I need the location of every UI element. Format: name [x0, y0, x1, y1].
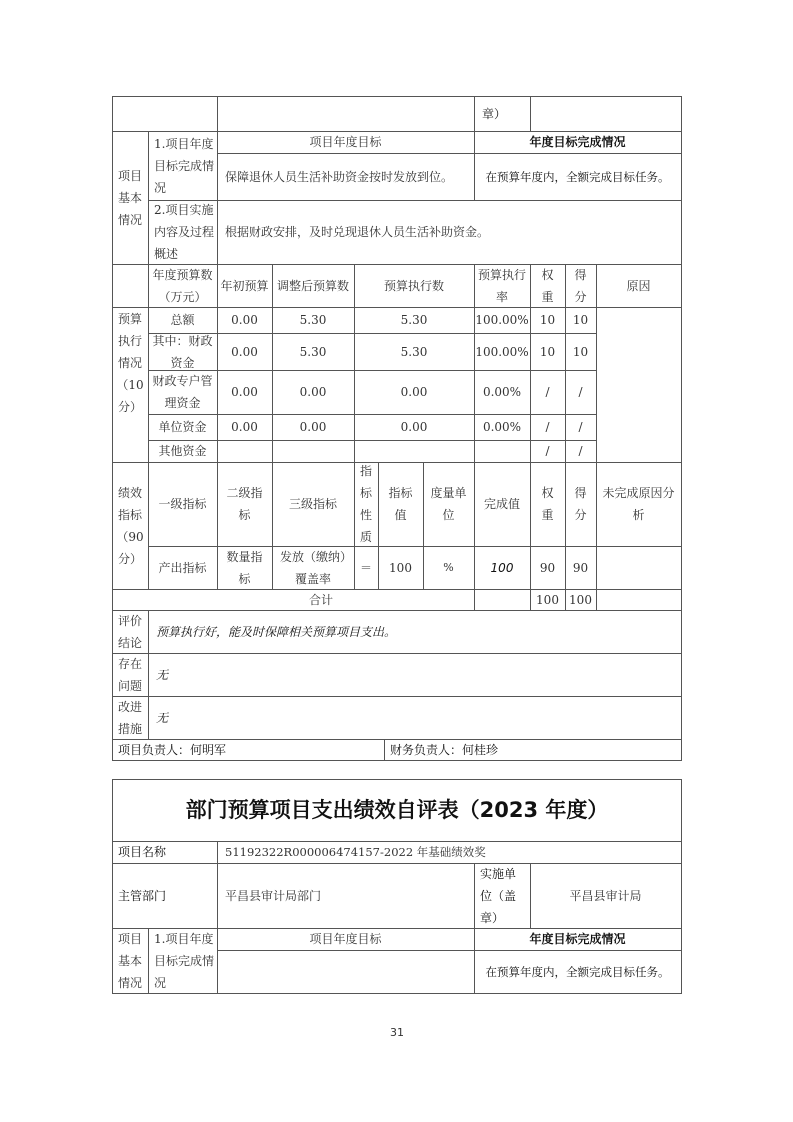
- budget-initial: 0.00: [231, 420, 258, 434]
- perf-header: 权重: [541, 486, 554, 522]
- budget-row-name: 单位资金: [158, 420, 207, 434]
- budget-executed: 5.30: [400, 313, 428, 327]
- project-name-label: 项目名称: [118, 845, 167, 859]
- budget-executed: [354, 440, 474, 462]
- perf-level2: 数量指标: [226, 549, 263, 586]
- budget-weight: 10: [539, 344, 556, 359]
- performance-section-label: 绩效指标（90分）: [116, 485, 144, 566]
- perf-header: 完成值: [483, 497, 520, 511]
- unit-value: 平昌县审计局: [569, 888, 642, 903]
- perf-level1: 产出指标: [158, 560, 207, 575]
- seal-fragment: 章）: [482, 106, 507, 121]
- perf-header: 二级指标: [226, 486, 263, 522]
- budget-adjusted: 5.30: [299, 313, 327, 327]
- budget-rate: 100.00%: [475, 344, 529, 359]
- budget-header: 调整后预算数: [276, 278, 349, 293]
- perf-level3: 发放（缴纳）覆盖率: [279, 549, 346, 586]
- unit-label: 实施单位（盖章）: [480, 866, 517, 925]
- perf-header: 度量单位: [430, 486, 467, 522]
- budget-header: 得分: [574, 267, 587, 304]
- perf-header: 未完成原因分析: [602, 486, 675, 522]
- improvements-text: 无: [156, 710, 169, 725]
- budget-score: /: [578, 444, 583, 458]
- goal-text: 保障退休人员生活补助资金按时发放到位。: [225, 169, 454, 184]
- completion-text: 在预算年度内，全额完成目标任务。: [485, 169, 670, 184]
- item1-label: 1.项目年度目标完成情况: [154, 136, 215, 195]
- problems-label: 存在问题: [117, 656, 142, 693]
- perf-header: 指标性质: [359, 464, 372, 544]
- page-number: 31: [390, 1026, 404, 1039]
- budget-weight: /: [545, 385, 550, 399]
- budget-adjusted: 0.00: [299, 420, 327, 434]
- budget-executed: 0.00: [400, 420, 428, 434]
- budget-score: 10: [572, 344, 589, 359]
- goal-header: 项目年度目标: [309, 135, 382, 149]
- budget-weight: 10: [539, 313, 556, 327]
- budget-initial: 0.00: [231, 385, 258, 399]
- basic-section-label: 项目基本情况: [117, 168, 142, 227]
- dept-value: 平昌县审计局部门: [225, 888, 322, 903]
- budget-rate: 0.00%: [482, 385, 522, 399]
- budget-executed: 5.30: [400, 344, 428, 359]
- completion-header: 年度目标完成情况: [529, 135, 626, 149]
- completion-text-2: 在预算年度内，全额完成目标任务。: [485, 964, 670, 979]
- perf-header: 得分: [574, 486, 587, 522]
- budget-score: /: [578, 420, 583, 434]
- finance-lead: 财务负责人：何桂珍: [390, 742, 499, 757]
- budget-adjusted: 5.30: [299, 344, 327, 359]
- budget-score: /: [578, 385, 583, 399]
- improvements-label: 改进措施: [117, 699, 142, 736]
- budget-rate: 0.00%: [482, 420, 522, 434]
- budget-executed: 0.00: [400, 385, 428, 399]
- evaluation-text: 预算执行好，能及时保障相关预算项目支出。: [156, 624, 397, 639]
- goal-header-2: 项目年度目标: [309, 932, 382, 946]
- budget-header: 年度预算数（万元）: [152, 267, 213, 304]
- item1-label-2: 1.项目年度目标完成情况: [154, 931, 215, 990]
- budget-initial: 0.00: [231, 344, 258, 359]
- budget-weight: /: [545, 444, 550, 458]
- budget-header: 预算执行数: [383, 278, 444, 293]
- budget-row-name: 其他资金: [158, 444, 207, 458]
- budget-adjusted: [272, 440, 354, 462]
- total-score: 100: [569, 592, 592, 607]
- perf-value: 100: [389, 560, 412, 575]
- goal-text-2: [217, 950, 474, 993]
- perf-header: 一级指标: [158, 497, 207, 511]
- budget-header: 年初预算: [220, 278, 269, 293]
- basic-section-label-2: 项目基本情况: [117, 931, 142, 990]
- budget-initial: [217, 440, 272, 462]
- project-lead: 项目负责人：何明军: [118, 742, 227, 757]
- problems-text: 无: [156, 667, 169, 682]
- completion-header-2: 年度目标完成情况: [529, 932, 626, 946]
- budget-row-name: 财政专户管理资金: [152, 374, 213, 410]
- perf-header: 指标值: [388, 486, 413, 522]
- budget-rate: 100.00%: [475, 313, 529, 327]
- budget-header: 原因: [626, 278, 651, 293]
- perf-score: 90: [572, 560, 589, 575]
- budget-adjusted: 0.00: [299, 385, 327, 399]
- item2-label: 2.项目实施内容及过程概述: [154, 203, 215, 261]
- perf-actual: 100: [490, 560, 514, 575]
- project-name: 51192322R000006474157-2022 年基础绩效奖: [225, 845, 486, 859]
- budget-row-name: 其中：财政资金: [152, 333, 213, 370]
- perf-reason: [596, 546, 681, 589]
- budget-rate: [474, 440, 530, 462]
- perf-unit: %: [443, 560, 454, 574]
- evaluation-label: 评价结论: [117, 613, 142, 650]
- total-weight: 100: [536, 592, 559, 607]
- dept-label: 主管部门: [118, 888, 167, 903]
- budget-row-name: 总额: [170, 313, 195, 327]
- budget-initial: 0.00: [231, 313, 258, 327]
- perf-header: 三级指标: [288, 497, 337, 511]
- budget-section-label: 预算执行情况（10分）: [116, 312, 144, 414]
- perf-nature: ＝: [359, 560, 372, 575]
- perf-weight: 90: [539, 560, 556, 575]
- budget-header: 权重: [541, 267, 554, 304]
- budget-header: 预算执行率: [477, 267, 526, 304]
- item2-text: 根据财政安排，及时兑现退休人员生活补助资金。: [225, 225, 490, 239]
- budget-weight: /: [545, 420, 550, 434]
- page-title: 部门预算项目支出绩效自评表（2023 年度）: [185, 798, 609, 822]
- total-label: 合计: [308, 592, 333, 607]
- budget-score: 10: [572, 313, 589, 327]
